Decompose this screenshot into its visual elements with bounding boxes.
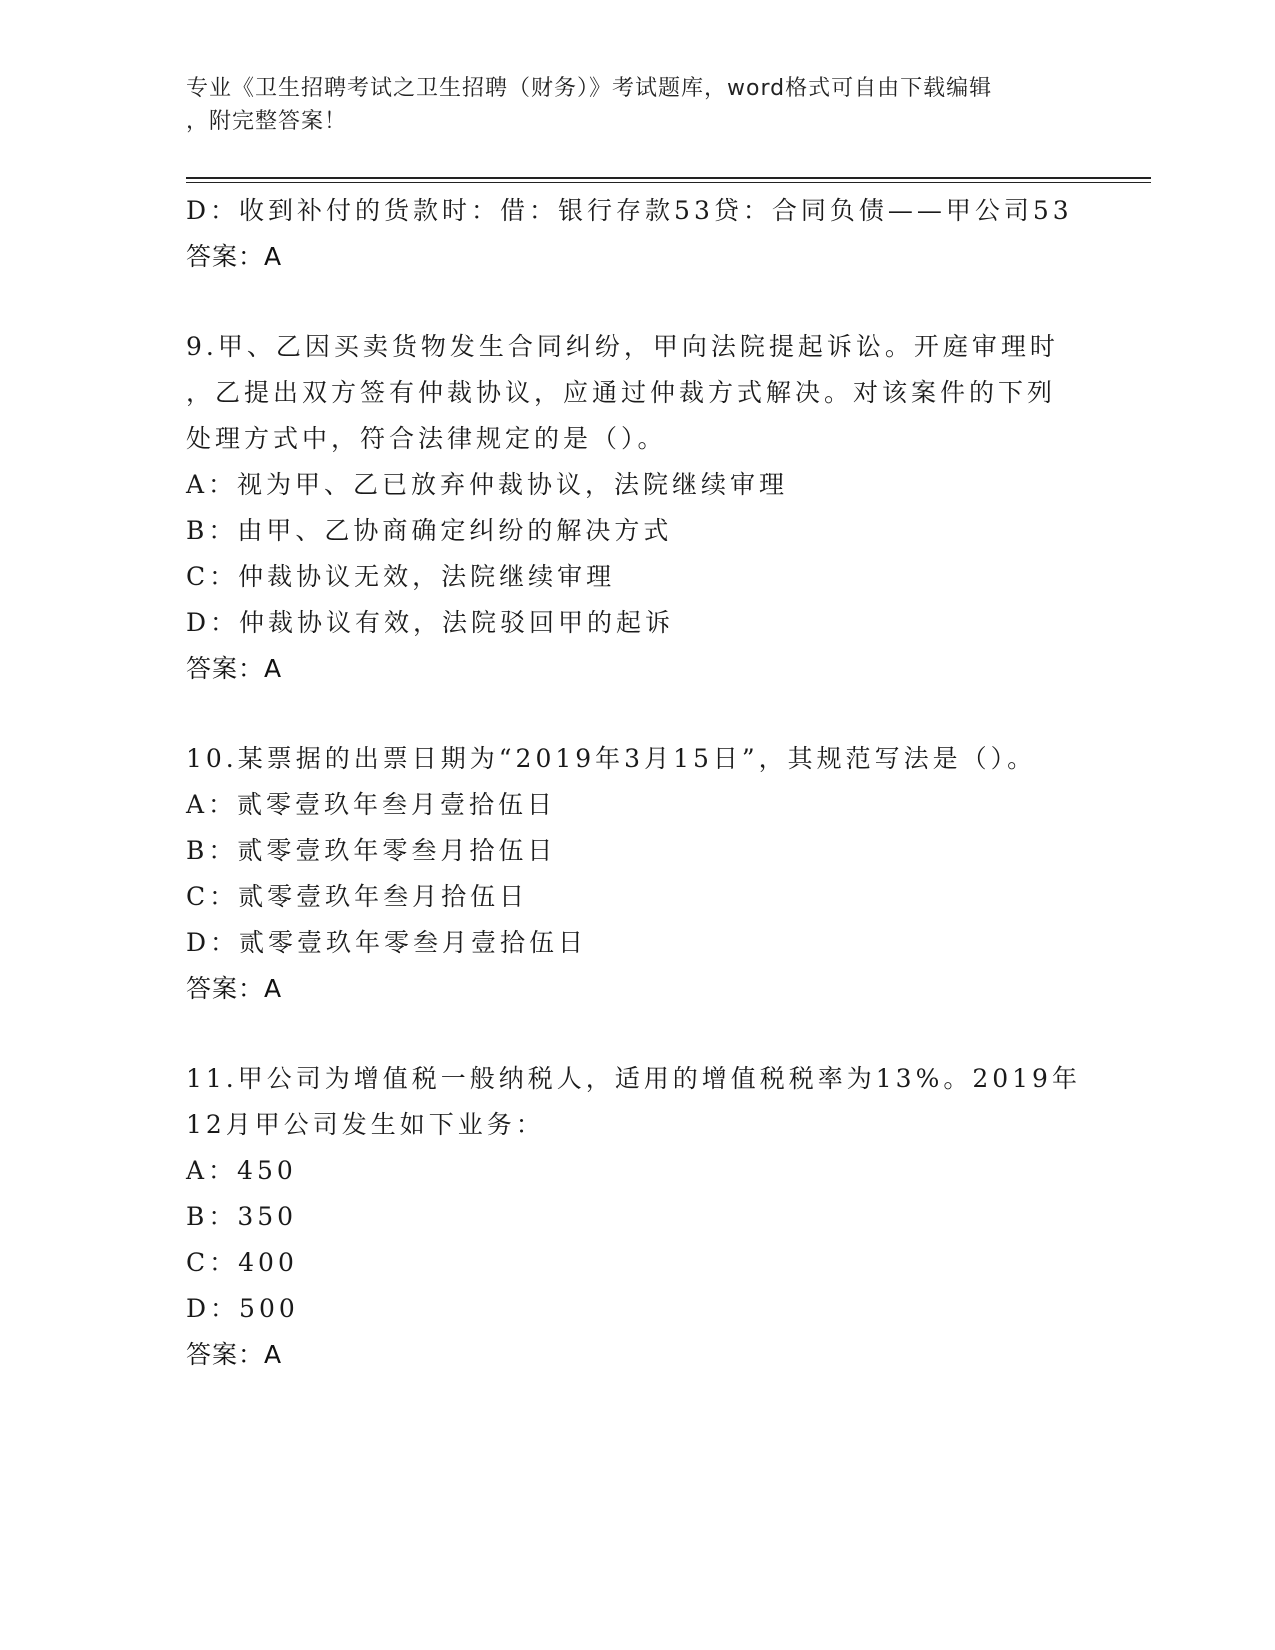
question-block-prev bbox=[186, 188, 1086, 280]
option-b: B：350 bbox=[186, 1202, 298, 1231]
option-d: D：仲裁协议有效，法院驳回甲的起诉 bbox=[186, 608, 675, 637]
option-d: D：贰零壹玖年零叁月壹拾伍日 bbox=[186, 928, 588, 957]
question-stem: 12月甲公司发生如下业务： bbox=[186, 1110, 545, 1139]
header-line-1: 专业《卫生招聘考试之卫生招聘（财务）》考试题库，word格式可自由下载编辑 bbox=[186, 76, 993, 101]
option-b: B：由甲、乙协商确定纠纷的解决方式 bbox=[186, 516, 673, 545]
question-list bbox=[186, 188, 1086, 1378]
option-d: D：收到补付的货款时：借：银行存款53贷：合同负债——甲公司53 bbox=[186, 196, 1073, 225]
option-c: C：仲裁协议无效，法院继续审理 bbox=[186, 562, 616, 591]
answer-line: 答案：A bbox=[186, 654, 283, 683]
option-d: D：500 bbox=[186, 1294, 299, 1323]
question-block-9 bbox=[186, 324, 1086, 692]
question-stem: 9.甲、乙因买卖货物发生合同纠纷，甲向法院提起诉讼。开庭审理时 bbox=[186, 332, 1059, 361]
question-block-11 bbox=[186, 1056, 1086, 1378]
question-block-10 bbox=[186, 736, 1086, 1012]
question-stem: ，乙提出双方签有仲裁协议，应通过仲裁方式解决。对该案件的下列 bbox=[186, 378, 1057, 407]
header-line-2: ，附完整答案！ bbox=[186, 109, 348, 134]
answer-line: 答案：A bbox=[186, 974, 283, 1003]
option-c: C：400 bbox=[186, 1248, 298, 1277]
question-stem: 处理方式中，符合法律规定的是（）。 bbox=[186, 424, 667, 453]
header-divider-thick bbox=[186, 177, 1151, 179]
question-stem: 11.甲公司为增值税一般纳税人，适用的增值税税率为13%。2019年 bbox=[186, 1064, 1081, 1093]
option-a: A：视为甲、乙已放弃仲裁协议，法院继续审理 bbox=[186, 470, 789, 499]
answer-line: 答案：A bbox=[186, 242, 283, 271]
option-c: C：贰零壹玖年叁月拾伍日 bbox=[186, 882, 529, 911]
answer-line: 答案：A bbox=[186, 1340, 283, 1369]
header-divider-thin bbox=[186, 182, 1151, 183]
spacer bbox=[186, 1012, 1086, 1056]
question-stem: 10.某票据的出票日期为“2019年3月15日”，其规范写法是（）。 bbox=[186, 744, 1037, 773]
option-a: A：贰零壹玖年叁月壹拾伍日 bbox=[186, 790, 557, 819]
option-a: A：450 bbox=[186, 1156, 297, 1185]
option-b: B：贰零壹玖年零叁月拾伍日 bbox=[186, 836, 557, 865]
spacer bbox=[186, 692, 1086, 736]
page-header bbox=[186, 72, 1066, 138]
spacer bbox=[186, 280, 1086, 324]
